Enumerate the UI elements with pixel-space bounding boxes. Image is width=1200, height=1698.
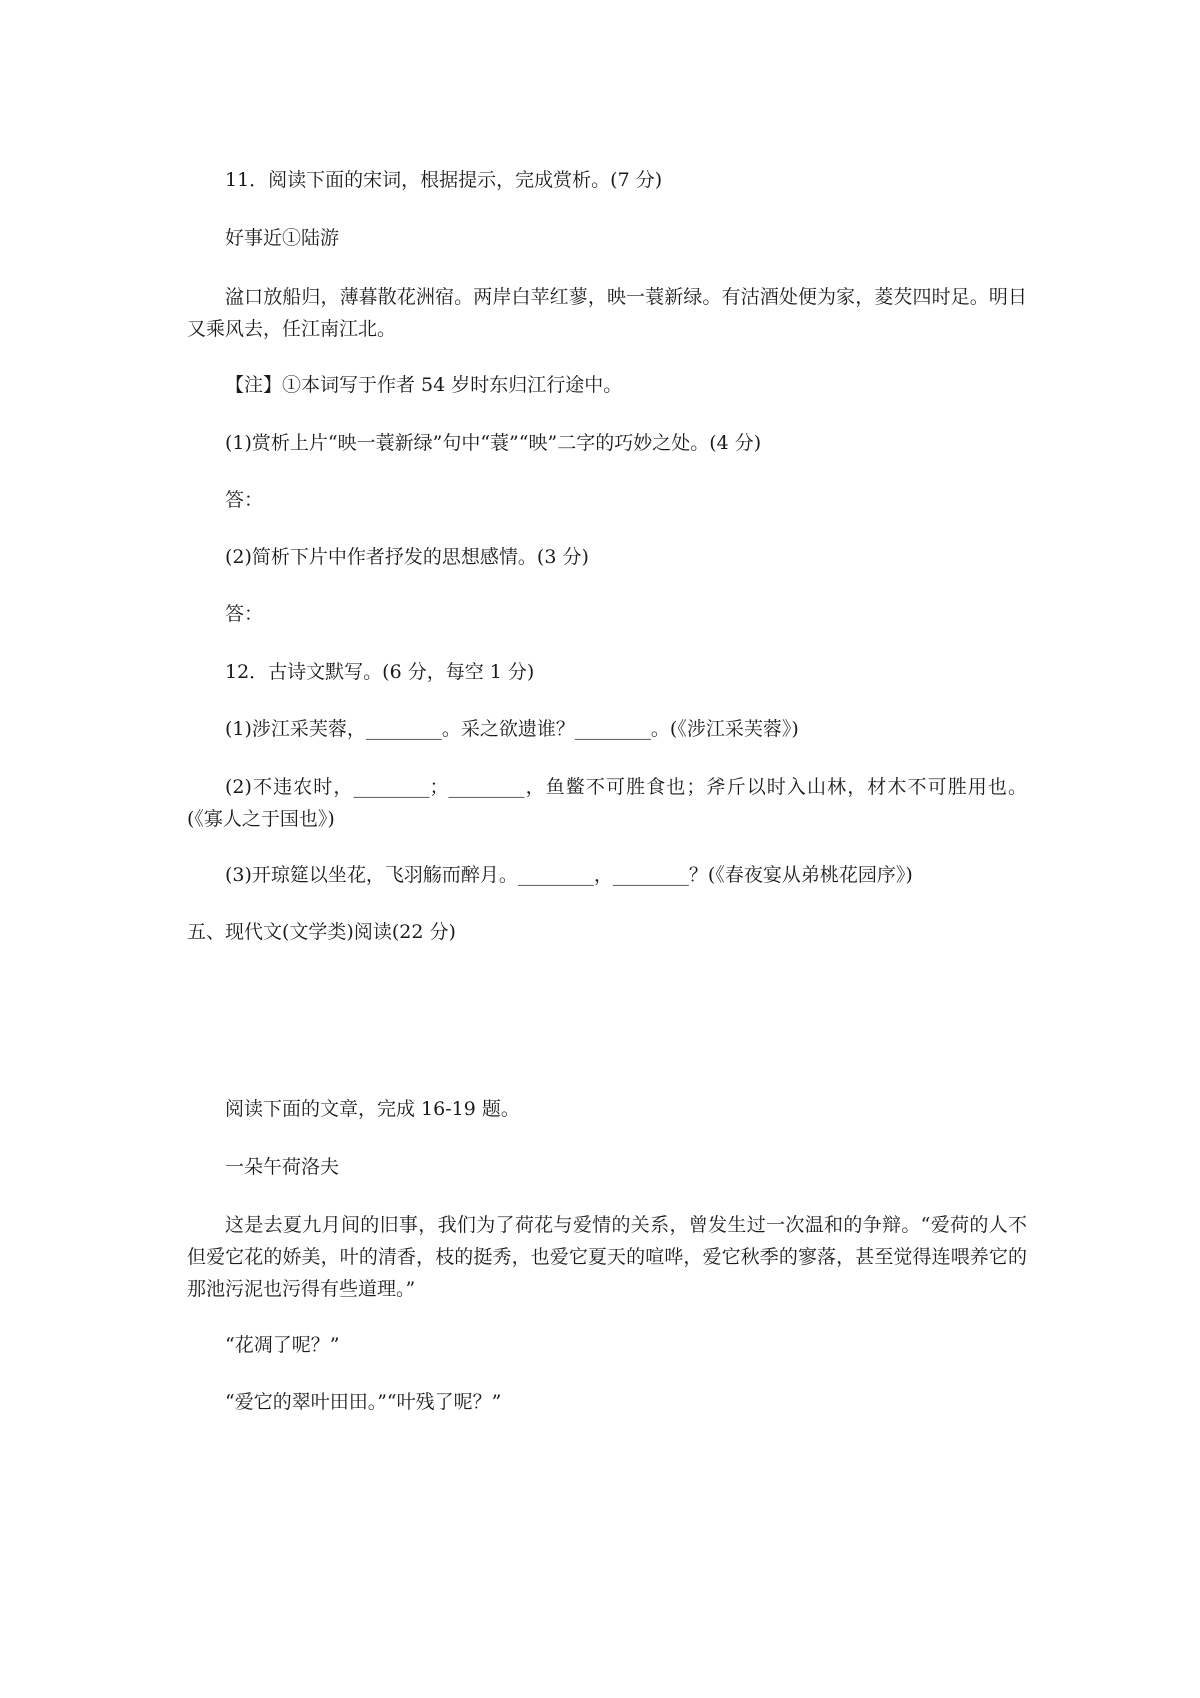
question-12-item3: (3)开琼筵以坐花，飞羽觞而醉月。________，________？(《春夜宴从弟桃花园序》) xyxy=(225,864,913,886)
article-title: 一朵午荷洛夫 xyxy=(225,1156,340,1178)
question-12-item1: (1)涉江采芙蓉，________。采之欲遗谁？________。(《涉江采芙蓉》) xyxy=(225,718,799,740)
article-paragraph-2: “花凋了呢？” xyxy=(225,1334,340,1356)
answer-label-1: 答： xyxy=(225,489,264,511)
question-12-stem: 12．古诗文默写。(6 分，每空 1 分) xyxy=(225,661,535,683)
answer-label-2: 答： xyxy=(225,603,264,625)
poem-title: 好事近①陆游 xyxy=(225,227,340,249)
question-11-sub1: (1)赏析上片“映一蓑新绿”句中“蓑”“映”二字的巧妙之处。(4 分) xyxy=(225,432,762,454)
article-paragraph-1: 这是去夏九月间的旧事，我们为了荷花与爱情的关系，曾发生过一次温和的争辩。“爱荷的人不但爱它花的娇美，叶的清香，枝的挺秀，也爱它夏天的喧哗，爱它秋季的寥落，甚至觉得连喂养它的那池污泥也污得有些道理。” xyxy=(187,1214,1027,1300)
reading-instruction: 阅读下面的文章，完成 16-19 题。 xyxy=(225,1098,520,1120)
article-paragraph-3: “爱它的翠叶田田。”“叶残了呢？” xyxy=(225,1391,502,1413)
poem-text: 湓口放船归，薄暮散花洲宿。两岸白苹红蓼，映一蓑新绿。有沽酒处便为家，菱芡四时足。明日又乘风去，任江南江北。 xyxy=(187,286,1027,340)
question-12-item2: (2)不违农时，________；________，鱼鳖不可胜食也；斧斤以时入山林，材木不可胜用也。(《寡人之于国也》) xyxy=(187,776,1027,830)
section-5-heading: 五、现代文(文学类)阅读(22 分) xyxy=(187,921,456,943)
question-11-sub2: (2)简析下片中作者抒发的思想感情。(3 分) xyxy=(225,546,589,568)
question-11-stem: 11．阅读下面的宋词，根据提示，完成赏析。(7 分) xyxy=(225,169,663,191)
poem-note: 【注】①本词写于作者 54 岁时东归江行途中。 xyxy=(225,374,623,396)
